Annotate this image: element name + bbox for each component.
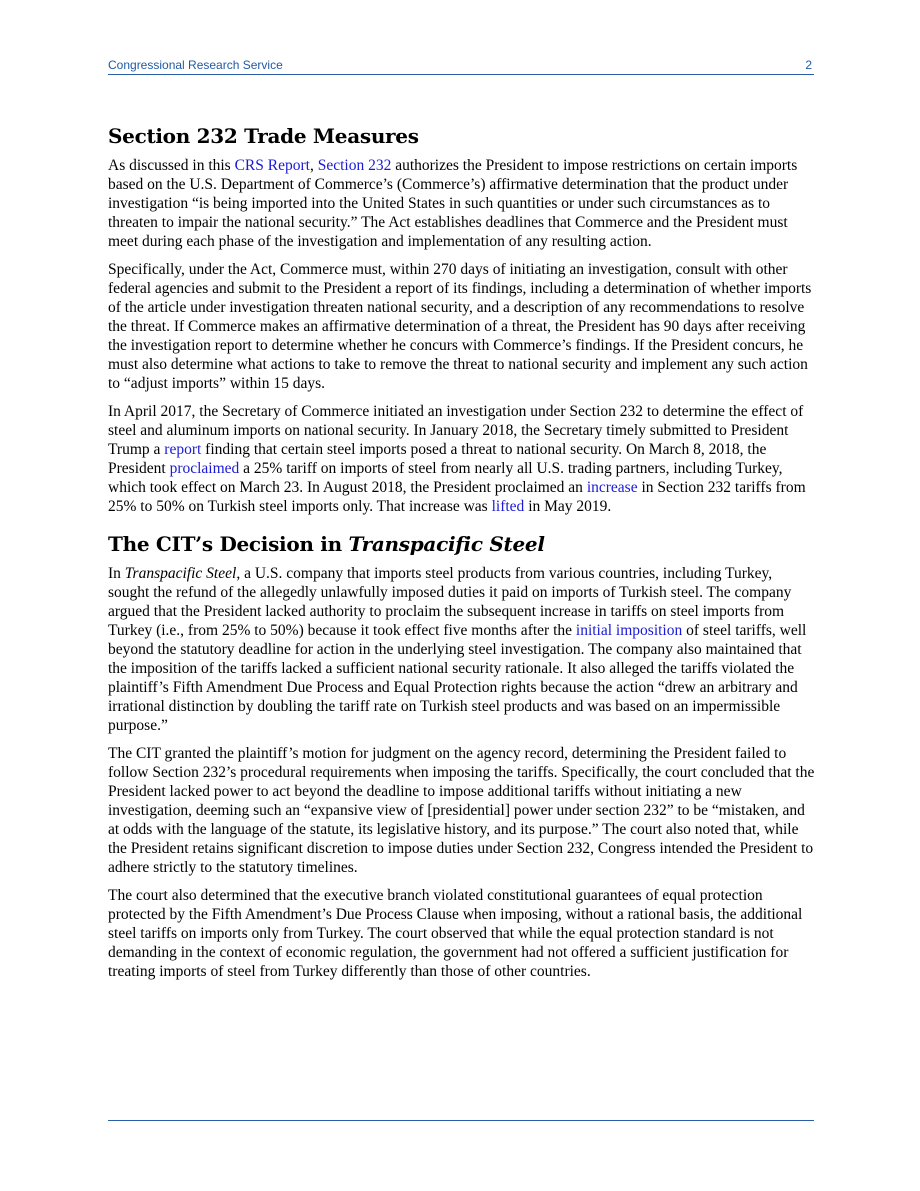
text-run: in Section 232 tariffs from 25% to 50% on Turkish steel imports only. That increase was [108,479,806,515]
heading-case-name: Transpacific Steel [348,532,545,556]
text-run: of steel tariffs, well beyond the statutory deadline for action in the underlying steel investigation. The company also maintained that the imposition of the tariffs lacked a sufficient national security rationale. It also alleged the tariffs violated the plaintiff’s Fifth Amendment Due Process and Equal Protection rights because the action “drew an arbitrary and irrational distinction by doubling the tariff rate on Turkish steel products and was based on an impermissible purpose.” [108,622,807,734]
header-org-name: Congressional Research Service [108,58,283,72]
footer-rule [108,1120,814,1121]
case-name: Transpacific Steel [124,565,237,582]
initial-imposition-link[interactable]: initial imposition [575,622,683,639]
text-run: In [108,565,125,582]
text-run: authorizes the President to impose restrictions on certain imports based on the U.S. Department of Commerce’s (Commerce’s) affirmative determination that the product under investigation “is being imported into the United States in such quantities or under such circumstances as to threaten to impair the national security.” The Act establishes deadlines that Commerce and the President must meet during each phase of the investigation and implementation of any resulting action. [108,157,798,250]
text-run: As discussed in this [108,157,235,174]
crs-report-link[interactable]: CRS Report [234,157,310,174]
heading-text: The CIT’s Decision in [108,532,349,556]
report-link[interactable]: report [164,441,202,458]
paragraph [108,402,816,516]
page-header [108,57,814,75]
paragraph: The court also determined that the executive branch violated constitutional guarantees of equal protection protected by the Fifth Amendment’s Due Process Clause when imposing, without a rational basis, the additional steel tariffs on imports only from Turkey. The court observed that while the equal protection standard is not demanding in the context of economic regulation, the government had not offered a sufficient justification for treating imports of steel from Turkey differently than those of other countries. [108,887,803,980]
lifted-link[interactable]: lifted [491,498,525,515]
text-run: a 25% tariff on imports of steel from nearly all U.S. trading partners, including Turkey, which took effect on March 23. In August 2018, the President proclaimed an [108,460,783,496]
paragraph: The CIT granted the plaintiff’s motion for judgment on the agency record, determining the President failed to follow Section 232’s procedural requirements when imposing the tariffs. Specifically, the court concluded that the President lacked power to act beyond the deadline to impose additional tariffs without initiating a new investigation, deeming such an “expansive view of [presidential] power under section 232” to be “mistaken, and at odds with the language of the statute, its legislative history, and its purpose.” The court also noted that, while the President retains significant discretion to impose duties under Section 232, Congress intended the President to adhere strictly to the statutory timelines. [108,745,815,876]
text-run: in May 2019. [524,498,612,515]
text-run: finding that certain steel imports posed a threat to national security. On March 8, 2018, the President [108,441,767,477]
section-232-link[interactable]: Section 232 [317,157,392,174]
page-number: 2 [805,58,812,72]
increase-link[interactable]: increase [586,479,638,496]
section-heading-cit-decision [108,532,816,556]
text-run: , [309,157,318,174]
proclaimed-link[interactable]: proclaimed [169,460,240,477]
paragraph [108,564,816,735]
text-run: In April 2017, the Secretary of Commerce initiated an investigation under Section 232 to determine the effect of steel and aluminum imports on national security. In January 2018, the Secretary timely submitted to President Trump a [108,403,804,458]
section-heading-232: Section 232 Trade Measures [108,124,419,148]
paragraph [108,156,816,251]
paragraph: Specifically, under the Act, Commerce must, within 270 days of initiating an investigation, consult with other federal agencies and submit to the President a report of its findings, including a determination of whether imports of the article under investigation threaten national security, and a description of any recommendations to resolve the threat. If Commerce makes an affirmative determination of a threat, the President has 90 days after receiving the investigation report to determine whether he concurs with Commerce’s findings. If the President concurs, he must also determine what actions to take to remove the threat to national security and implement any such action to “adjust imports” within 15 days. [108,261,812,392]
text-run: , a U.S. company that imports steel products from various countries, including Turkey, sought the refund of the allegedly unlawfully imposed duties it paid on imports of Turkish steel. The company argued that the President lacked authority to proclaim the subsequent increase in tariffs on steel imports from Turkey (i.e., from 25% to 50%) because it took effect five months after the [108,565,792,639]
document-body [108,124,816,990]
